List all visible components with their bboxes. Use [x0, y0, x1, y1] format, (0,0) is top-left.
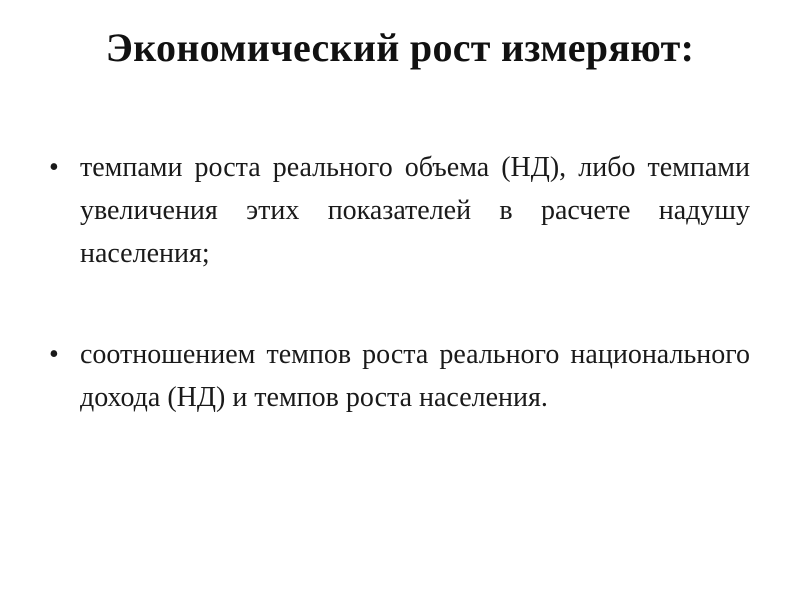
- bullet-text: соотношением темпов роста реального национального дохода (НД) и темпов роста населения.: [80, 339, 750, 413]
- bullet-dot-icon: •: [49, 152, 59, 183]
- slide-title: Экономический рост измеряют:: [105, 25, 695, 70]
- bullet-item: [49, 333, 750, 463]
- bullet-dot-icon: •: [49, 339, 59, 370]
- bullet-item: [49, 146, 750, 276]
- bullet-text: темпами роста реального объема (НД), либо темпами увеличения этих показателей в расчете надушу населения;: [80, 152, 750, 269]
